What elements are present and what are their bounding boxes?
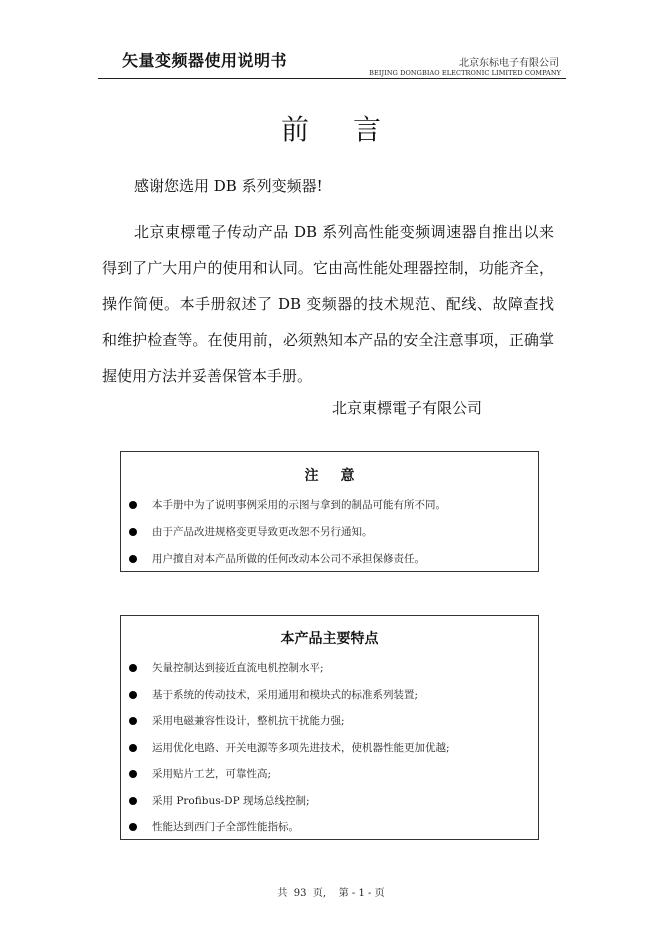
- list-item: [121, 713, 538, 740]
- list-item: [121, 819, 538, 846]
- bullet-icon: [129, 501, 137, 509]
- bullet-icon: [129, 691, 137, 699]
- bullet-icon: [129, 823, 137, 831]
- notice-text: 本手册中为了说明事例采用的示图与拿到的制品可能有所不同。: [152, 499, 446, 511]
- bullet-icon: [129, 770, 137, 778]
- list-item: [121, 524, 538, 551]
- notice-title: 注意: [304, 468, 377, 484]
- notice-text: 由于产品改进规格变更导致更改恕不另行通知。: [152, 526, 373, 538]
- list-item: [121, 687, 538, 714]
- feature-text: 矢量控制达到接近直流电机控制水平;: [152, 662, 324, 674]
- body-paragraph: 北京東標電子传动产品 DB 系列高性能变频调速器自推出以来得到了广大用户的使用和认同。它由高性能处理器控制，功能齐全，操作简便。本手册叙述了 DB 变频器的技术规范、配线、故障查找和维护检查等。在使用前，必须熟知本产品的安全注意事项，正确掌握使用方法并妥善保管本手册。: [102, 223, 554, 385]
- feature-text: 基于系统的传动技术，采用通用和模块式的标准系列装置;: [152, 688, 419, 701]
- company-name-cn: 北京东标电子有限公司: [459, 58, 559, 69]
- header-rule: [98, 78, 566, 79]
- document-title: 矢量变频器使用说明书: [122, 51, 288, 70]
- feature-text: 运用优化电路、开关电源等多项先进技术，使机器性能更加优越;: [152, 741, 450, 754]
- page-footer: 共 93 页, 第 - 1 - 页: [277, 888, 385, 899]
- feature-text: 采用电磁兼容性设计，整机抗干扰能力强;: [152, 715, 345, 727]
- features-box: [120, 615, 539, 840]
- signature: 北京東標電子有限公司: [332, 399, 483, 417]
- company-name-en: BEIJING DONGBIAO ELECTRONIC LIMITED COMPANY: [369, 69, 561, 77]
- list-item: [121, 740, 538, 767]
- features-list: [121, 660, 538, 846]
- notice-text: 用户擅自对本产品所做的任何改动本公司不承担保修责任。: [152, 553, 425, 565]
- bullet-icon: [129, 797, 137, 805]
- feature-text: 采用贴片工艺，可靠性高;: [152, 768, 272, 780]
- notice-box: [120, 451, 539, 572]
- notice-list: [121, 497, 538, 578]
- page-title: 前言: [280, 113, 425, 146]
- bullet-icon: [129, 555, 137, 563]
- feature-text: 性能达到西门子全部性能指标。: [152, 821, 299, 833]
- list-item: [121, 551, 538, 578]
- feature-text: 采用 Profibus-DP 现场总线控制;: [152, 794, 310, 807]
- list-item: [121, 766, 538, 793]
- bullet-icon: [129, 664, 137, 672]
- bullet-icon: [129, 744, 137, 752]
- features-title: 本产品主要特点: [280, 631, 379, 647]
- list-item: [121, 660, 538, 687]
- greeting: 感谢您选用 DB 系列变频器!: [134, 177, 323, 195]
- bullet-icon: [129, 528, 137, 536]
- list-item: [121, 497, 538, 524]
- list-item: [121, 793, 538, 820]
- bullet-icon: [129, 717, 137, 725]
